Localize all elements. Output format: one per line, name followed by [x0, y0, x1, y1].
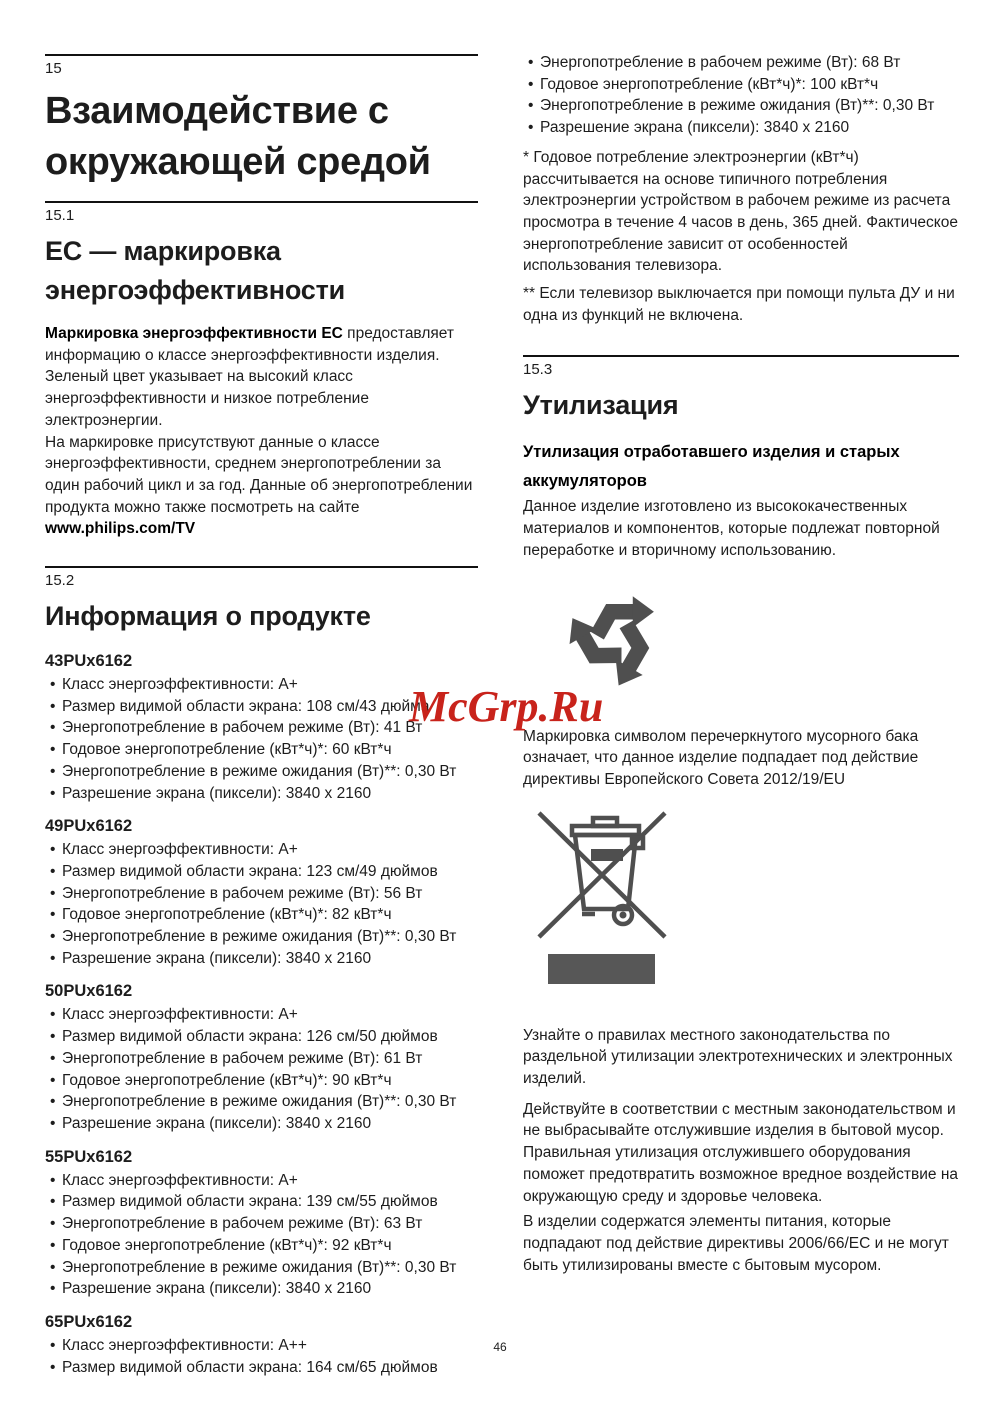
spec-item: • Энергопотребление в рабочем режиме (Вт): 56 Вт	[45, 883, 478, 905]
right-column	[523, 0, 959, 1276]
product-block-50	[45, 981, 478, 1134]
spec-item: • Размер видимой области экрана: 126 см/50 дюймов	[45, 1026, 478, 1048]
spec-item: • Класс энергоэффективности: A+	[45, 1170, 478, 1192]
chapter-number: 15	[45, 60, 62, 77]
spec-item: • Класс энергоэффективности: A+	[45, 1004, 478, 1026]
disposal-paragraph-1: Данное изделие изготовлено из высококачественных материалов и компонентов, которые подлежат повторной переработке и вторичному использованию.	[523, 498, 940, 559]
product-name: 50PUx6162	[45, 982, 133, 1001]
spec-item: • Класс энергоэффективности: A+	[45, 674, 478, 696]
page-number: 46	[493, 1340, 507, 1354]
product-block-49	[45, 816, 478, 969]
disposal-paragraph-4: Действуйте в соответствии с местным законодательством и не выбрасывайте отслужившие изделия в бытовой мусор. Правильная утилизация отслужившего оборудования поможет предотвратить возможное вредное воздействие на окружающую среду и здоровье человека.	[523, 1100, 959, 1205]
spec-item: • Энергопотребление в рабочем режиме (Вт): 63 Вт	[45, 1213, 478, 1235]
chapter-title: Взаимодействие с окружающей средой	[45, 90, 431, 183]
watermark: McGrp.Ru	[409, 682, 604, 731]
spec-item: • Разрешение экрана (пиксели): 3840 x 2160	[523, 117, 959, 139]
section-number-153: 15.3	[523, 361, 553, 379]
crossed-out-wheelie-bin-icon	[535, 807, 669, 992]
section-title-152: Информация о продукте	[45, 601, 371, 632]
product-name: 55PUx6162	[45, 1147, 133, 1166]
section-number-151: 15.1	[45, 207, 75, 224]
spec-item: • Размер видимой области экрана: 164 см/65 дюймов	[45, 1357, 478, 1379]
footnote-standby: ** Если телевизор выключается при помощи пульта ДУ и ни одна из функций не включена.	[523, 285, 955, 324]
spec-item: • Энергопотребление в режиме ожидания (Вт)**: 0,30 Вт	[45, 926, 478, 948]
spec-item: • Размер видимой области экрана: 139 см/55 дюймов	[45, 1191, 478, 1213]
spec-item: • Годовое энергопотребление (кВт*ч)*: 92 кВт*ч	[45, 1235, 478, 1257]
footnote-annual-consumption: * Годовое потребление электроэнергии (кВт*ч) рассчитывается на основе типичного потребления электроэнергии устройством в рабочем режиме из расчета просмотра в течение 4 часов в день, 365 дней. Фактическое энергопотребление зависит от особенностей использования телевизора.	[523, 148, 958, 275]
spec-item: • Класс энергоэффективности: A+	[45, 839, 478, 861]
spec-item: • Разрешение экрана (пиксели): 3840 x 2160	[45, 1278, 478, 1300]
energy-label-paragraph-2	[45, 432, 478, 541]
section-divider-152	[45, 566, 478, 568]
section-title-151: ЕС — маркировка энергоэффективности	[45, 236, 345, 305]
spec-item: • Энергопотребление в режиме ожидания (Вт)**: 0,30 Вт	[45, 1257, 478, 1279]
spec-item: • Разрешение экрана (пиксели): 3840 x 2160	[45, 1113, 478, 1135]
philips-url[interactable]: www.philips.com/TV	[45, 520, 196, 538]
spec-item: • Годовое энергопотребление (кВт*ч)*: 60 кВт*ч	[45, 739, 478, 761]
spec-item: • Энергопотребление в рабочем режиме (Вт): 61 Вт	[45, 1048, 478, 1070]
weee-black-bar	[548, 954, 655, 984]
spec-item: • Энергопотребление в режиме ожидания (Вт)**: 0,30 Вт	[45, 761, 478, 783]
energy-label-lead: Маркировка энергоэффективности ЕС	[45, 325, 343, 342]
spec-item: • Годовое энергопотребление (кВт*ч)*: 82 кВт*ч	[45, 904, 478, 926]
spec-item: • Разрешение экрана (пиксели): 3840 x 2160	[45, 948, 478, 970]
product-spec-list	[45, 1170, 478, 1300]
spec-item: • Энергопотребление в рабочем режиме (Вт): 68 Вт	[523, 52, 959, 74]
spec-item: • Размер видимой области экрана: 123 см/49 дюймов	[45, 861, 478, 883]
spec-item: • Класс энергоэффективности: A++	[45, 1335, 478, 1357]
section-number-152: 15.2	[45, 572, 75, 590]
energy-label-paragraph	[45, 323, 478, 432]
product-block-55	[45, 1147, 478, 1300]
spec-item: • Энергопотребление в рабочем режиме (Вт): 41 Вт	[45, 717, 478, 739]
section-title-153: Утилизация	[523, 390, 679, 421]
product-spec-list	[45, 839, 478, 969]
spec-item: • Годовое энергопотребление (кВт*ч)*: 90 кВт*ч	[45, 1070, 478, 1092]
battery-directive-paragraph: В изделии содержатся элементы питания, которые подпадают под действие директивы 2006/66/ЕС и не могут быть утилизированы вместе с бытовым мусором.	[523, 1213, 949, 1274]
product-name: 49PUx6162	[45, 817, 133, 836]
spec-item: • Годовое энергопотребление (кВт*ч)*: 100 кВт*ч	[523, 74, 959, 96]
section-divider-151	[45, 201, 478, 203]
disposal-subheading: Утилизация отработавшего изделия и старых аккумуляторов	[523, 443, 900, 491]
energy-label-lead-rest: предоставляет информацию о классе энергоэффективности изделия. Зеленый цвет указывает на высокий класс энергоэффективности и низкое потребление электроэнергии.	[45, 325, 454, 429]
disposal-paragraph-3: Узнайте о правилах местного законодательства по раздельной утилизации электротехнических и электронных изделий.	[523, 1026, 953, 1088]
spec-item: • Энергопотребление в режиме ожидания (Вт)**: 0,30 Вт	[523, 95, 959, 117]
spec-item: • Разрешение экрана (пиксели): 3840 x 2160	[45, 783, 478, 805]
spec-item: • Энергопотребление в режиме ожидания (Вт)**: 0,30 Вт	[45, 1091, 478, 1113]
recycling-symbol-icon	[548, 574, 682, 694]
bin-body-mark	[591, 849, 623, 861]
product-spec-list	[45, 1004, 478, 1134]
spec-item: • Размер видимой области экрана: 108 см/43 дюйма	[45, 696, 478, 718]
energy-label-body: На маркировке присутствуют данные о классе энергоэффективности, среднем энергопотреблении за один рабочий цикл и за год. Данные об энергопотреблении продукта можно также посмотреть на сайте	[45, 433, 473, 516]
product-name: 43PUx6162	[45, 652, 133, 671]
product-spec-list-continued	[523, 52, 959, 139]
section-divider-153	[523, 355, 959, 357]
disposal-paragraph-2: Маркировка символом перечеркнутого мусорного бака означает, что данное изделие подпадает под действие директивы Европейского Совета 2012/19/EU	[523, 727, 919, 788]
chapter-divider	[45, 54, 478, 56]
product-name: 65PUx6162	[45, 1312, 133, 1331]
